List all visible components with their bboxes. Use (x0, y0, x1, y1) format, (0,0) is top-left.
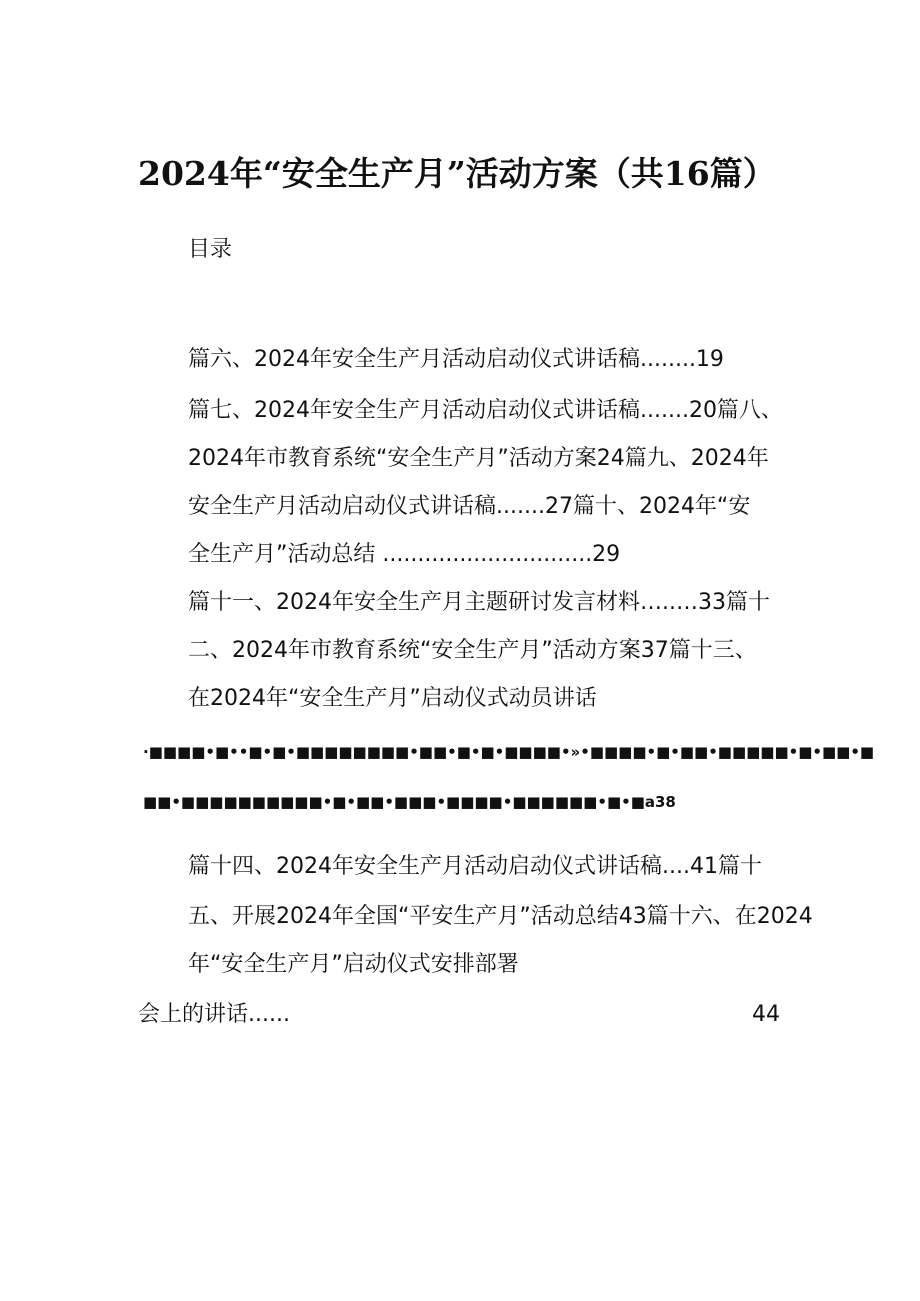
document-title: 2024年“安全生产月”活动方案（共16篇） (138, 154, 776, 193)
toc-line: 篇七、2024年安全生产月活动启动仪式讲话稿.......20篇八、 (188, 398, 783, 423)
toc-line: 二、2024年市教育系统“安全生产月”活动方案37篇十三、 (188, 638, 757, 663)
toc-line: 年“安全生产月”启动仪式安排部署 (188, 952, 519, 977)
toc-line: 篇六、2024年安全生产月活动启动仪式讲话稿........19 (188, 347, 724, 372)
toc-heading: 目录 (188, 237, 233, 262)
garbled-text-line: ·■■■■•■••■•■•■■■■■■■■•■■•■•■•■■■■•»•■■■■•■•■■•■■■■■•■•■■•■ (143, 743, 875, 761)
toc-line: 篇十一、2024年安全生产月主题研讨发言材料…..…33篇十 (188, 590, 770, 615)
garbled-text-line: ■■•■■■■■■■■■■•■•■■•■■■•■■■■•■■■■■■•■•■a38 (143, 793, 676, 811)
toc-line: 五、开展2024年全国“平安生产月”活动总结43篇十六、在2024 (188, 904, 813, 929)
toc-line: 全生产月”活动总结 ..............................29 (188, 542, 621, 567)
toc-line: 2024年市教育系统“安全生产月”活动方案24篇九、2024年 (188, 446, 769, 471)
toc-line: 篇十四、2024年安全生产月活动启动仪式讲话稿....41篇十 (188, 854, 762, 879)
toc-line: 安全生产月活动启动仪式讲话稿.......27篇十、2024年“安 (188, 494, 751, 519)
toc-final-line: 会上的讲话...... (138, 1002, 290, 1027)
toc-line: 在2024年“安全生产月”启动仪式动员讲话 (188, 686, 597, 711)
toc-final-page-number: 44 (752, 1002, 780, 1027)
